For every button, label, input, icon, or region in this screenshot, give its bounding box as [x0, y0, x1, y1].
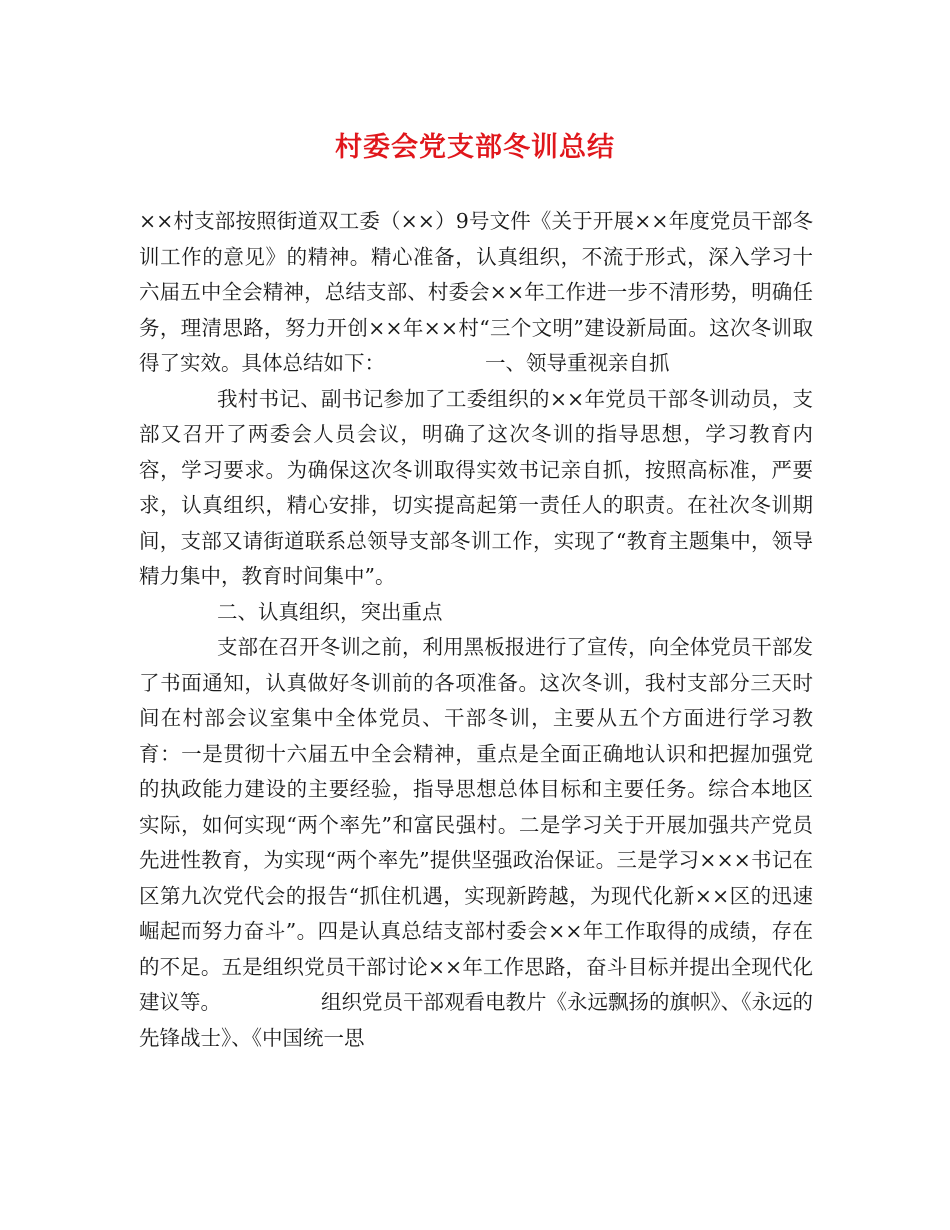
section1-paragraph: 我村书记、副书记参加了工委组织的××年党员干部冬训动员，支部又召开了两委会人员会议，明确了这次冬训的指导思想，学习教育内容，学习要求。为确保这次冬训取得实效书记亲自抓，按照高标准，严要求，认真组织，精心安排，切实提高起第一责任人的职责。在社次冬训期间，支部又请街道联系总领导支部冬训工作，实现了“教育主题集中，领导精力集中，教育时间集中”。 [139, 386, 813, 588]
document-title: 村委会党支部冬训总结 [335, 132, 615, 163]
section2-tail-text: 组织党员干部观看电教片《永远飘扬的旗帜》、《永远的先锋战士》、《中国统一思 [139, 990, 813, 1050]
section1-heading: 一、领导重视亲自抓 [485, 351, 670, 375]
intro-paragraph [139, 204, 813, 382]
section2-text: 支部在召开冬训之前，利用黑板报进行了宣传，向全体党员干部发了书面通知，认真做好冬训前的各项准备。这次冬训，我村支部分三天时间在村部会议室集中全体党员、干部冬训，主要从五个方面进行学习教育：一是贯彻十六届五中全会精神，重点是全面正确地认识和把握加强党的执政能力建设的主要经验，指导思想总体目标和主要任务。综合本地区实际，如何实现“两个率先”和富民强村。二是学习关于开展加强共产党员先进性教育，为实现“两个率先”提供坚强政治保证。三是学习×××书记在区第九次党代会的报告“抓住机遇，实现新跨越，为现代化新××区的迅速崛起而努力奋斗”。四是认真总结支部村委会××年工作取得的成绩，存在的不足。五是组织党员干部讨论××年工作思路，奋斗目标并提出全现代化建议等。 [139, 635, 813, 1014]
section2-paragraph [139, 630, 813, 1056]
section2-heading: 二、认真组织，突出重点 [217, 599, 443, 624]
document-body [139, 204, 813, 1056]
intro-text: ××村支部按照街道双工委（××）9号文件《关于开展××年度党员干部冬训工作的意见》的精神。精心准备，认真组织，不流于形式，深入学习十六届五中全会精神，总结支部、村委会××年工作进一步不清形势，明确任务，理清思路，努力开创××年××村“三个文明”建设新局面。这次冬训取得了实效。具体总结如下： [139, 209, 813, 375]
